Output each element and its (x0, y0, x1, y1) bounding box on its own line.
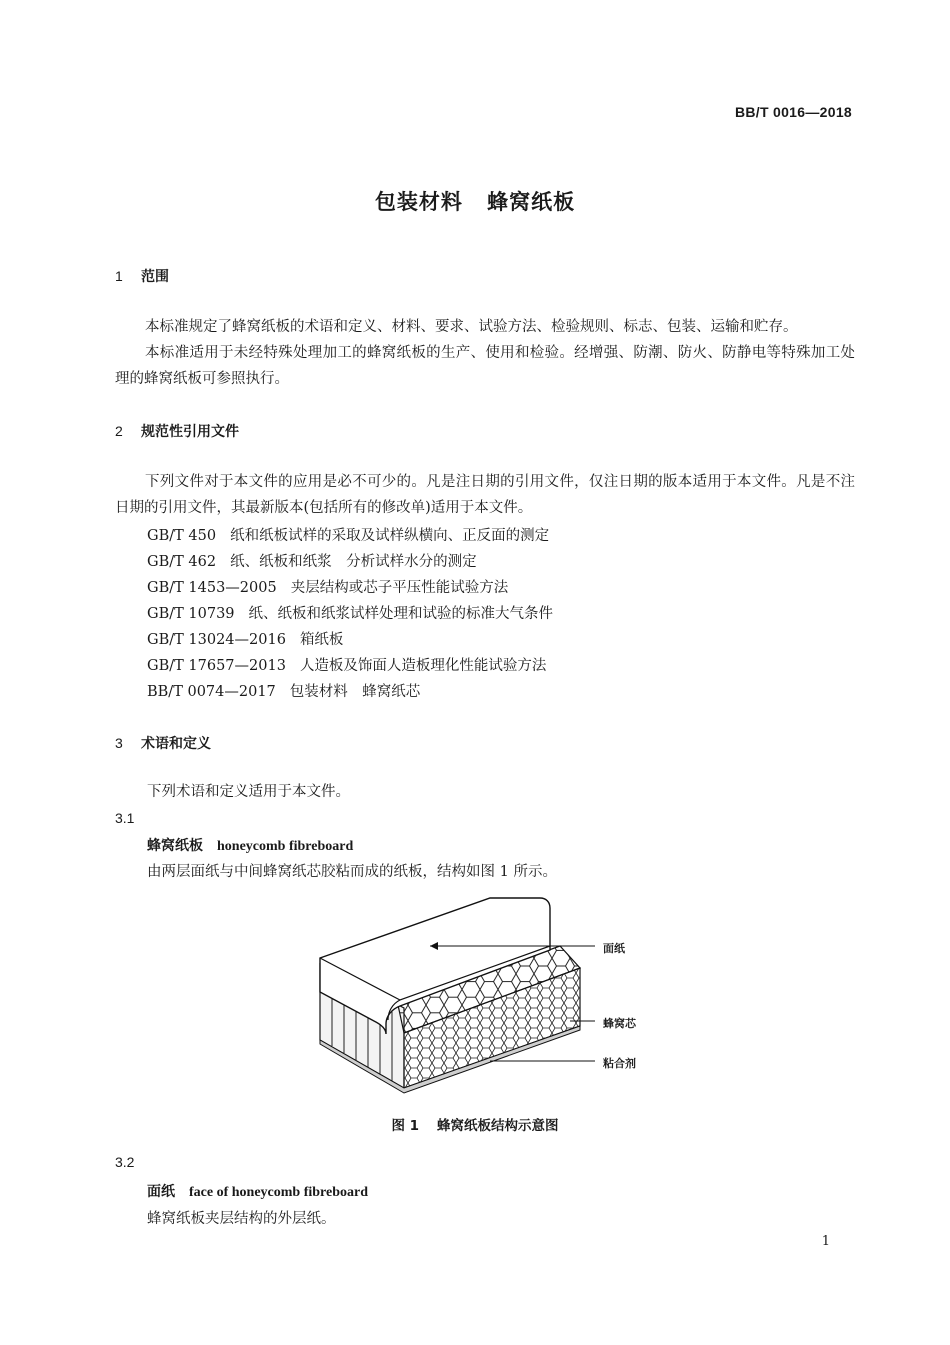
term-english: face of honeycomb fibreboard (189, 1185, 368, 1200)
section-3-intro: 下列术语和定义适用于本文件。 (147, 784, 350, 800)
section-number: 3 (115, 735, 123, 751)
term-number: 3.2 (115, 1154, 135, 1170)
document-title: 包装材料 蜂窝纸板 (374, 190, 576, 214)
term-english: honeycomb fibreboard (217, 839, 354, 854)
section-title: 范围 (141, 269, 169, 285)
term-chinese: 蜂窝纸板 (147, 838, 203, 854)
term-heading (147, 1181, 368, 1201)
section-3-heading (115, 733, 211, 753)
reference-title: 纸、纸板和纸浆试样处理和试验的标准大气条件 (248, 606, 554, 622)
section-number: 1 (115, 268, 123, 284)
figure-caption (0, 1114, 950, 1134)
reference-code: GB/T 13024—2016 (147, 632, 286, 648)
reference-code: GB/T 10739 (147, 606, 235, 622)
term-heading (147, 835, 353, 855)
section-1-paragraph-2: 本标准适用于未经特殊处理加工的蜂窝纸板的生产、使用和检验。经增强、防潮、防火、防静电等特殊加工处理的蜂窝纸板可参照执行。 (115, 345, 855, 387)
standard-code: BB/T 0016—2018 (734, 104, 852, 120)
reference-item (147, 628, 343, 649)
reference-title: 包装材料 蜂窝纸芯 (289, 684, 421, 700)
reference-code: GB/T 1453—2005 (147, 580, 277, 596)
reference-code: GB/T 450 (147, 528, 217, 544)
term-number: 3.1 (115, 810, 135, 826)
reference-title: 纸和纸板试样的采取及试样纵横向、正反面的测定 (230, 528, 550, 544)
figure-label: 图 1 (391, 1118, 420, 1134)
reference-title: 人造板及饰面人造板理化性能试验方法 (299, 658, 547, 674)
reference-title: 箱纸板 (299, 632, 344, 648)
reference-title: 纸、纸板和纸浆 分析试样水分的测定 (230, 554, 477, 570)
reference-item (147, 654, 546, 675)
reference-code: GB/T 17657—2013 (147, 658, 286, 674)
page-number: 1 (821, 1234, 830, 1249)
reference-code: BB/T 0074—2017 (147, 684, 276, 700)
figure-title: 蜂窝纸板结构示意图 (437, 1118, 559, 1134)
section-2-intro: 下列文件对于本文件的应用是必不可少的。凡是注日期的引用文件，仅注日期的版本适用于本文件。凡是不注日期的引用文件，其最新版本(包括所有的修改单)适用于本文件。 (115, 474, 855, 516)
reference-code: GB/T 462 (147, 554, 217, 570)
callout-adhesive: 粘合剂 (603, 1057, 636, 1070)
callout-honeycomb-core: 蜂窝芯 (603, 1017, 636, 1030)
reference-item (147, 576, 508, 597)
term-chinese: 面纸 (147, 1184, 175, 1200)
section-2-heading (115, 421, 239, 441)
reference-item (147, 602, 553, 623)
section-1-paragraph-1: 本标准规定了蜂窝纸板的术语和定义、材料、要求、试验方法、检验规则、标志、包装、运输和贮存。 (145, 319, 798, 335)
reference-title: 夹层结构或芯子平压性能试验方法 (290, 580, 509, 596)
callout-face-paper: 面纸 (603, 942, 625, 955)
reference-item (147, 524, 549, 545)
section-title: 术语和定义 (141, 736, 211, 752)
reference-item (147, 680, 420, 701)
reference-item (147, 550, 477, 571)
term-definition: 蜂窝纸板夹层结构的外层纸。 (147, 1211, 336, 1227)
section-number: 2 (115, 423, 123, 439)
term-definition: 由两层面纸与中间蜂窝纸芯胶粘而成的纸板，结构如图 1 所示。 (147, 864, 557, 880)
section-title: 规范性引用文件 (141, 424, 239, 440)
section-1-heading (115, 266, 169, 286)
